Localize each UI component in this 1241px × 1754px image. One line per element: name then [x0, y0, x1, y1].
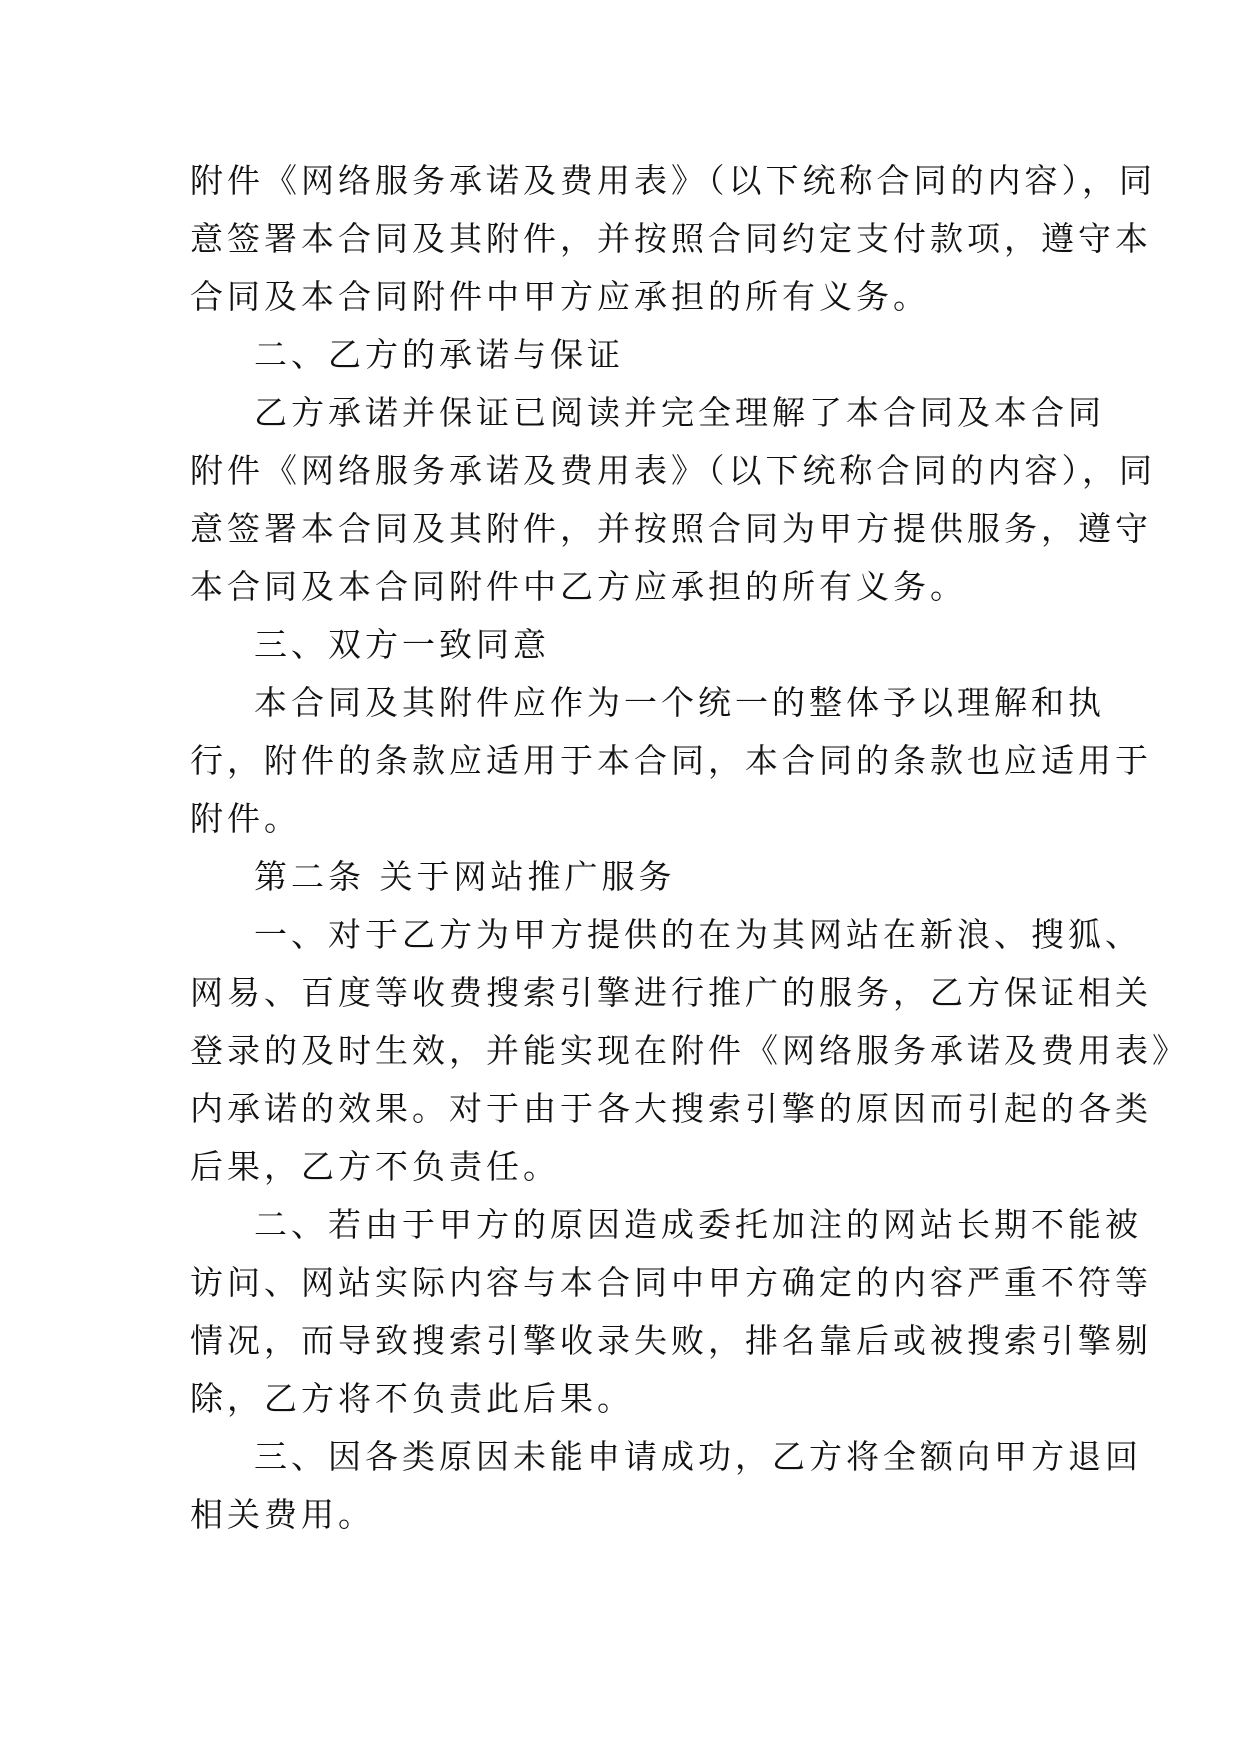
text-line: 内承诺的效果。对于由于各大搜索引擎的原因而引起的各类: [190, 1089, 1152, 1128]
section-heading: 二、乙方的承诺与保证: [254, 335, 624, 374]
text-line: 附件。: [190, 799, 301, 838]
text-line: 二、若由于甲方的原因造成委托加注的网站长期不能被: [254, 1205, 1142, 1244]
text-line: 意签署本合同及其附件，并按照合同约定支付款项，遵守本: [190, 219, 1152, 258]
text-line: 合同及本合同附件中甲方应承担的所有义务。: [190, 277, 930, 316]
text-line: 网易、百度等收费搜索引擎进行推广的服务，乙方保证相关: [190, 973, 1152, 1012]
text-line: 行，附件的条款应适用于本合同，本合同的条款也应适用于: [190, 741, 1152, 780]
text-line: 登录的及时生效，并能实现在附件《网络服务承诺及费用表》: [190, 1031, 1189, 1070]
text-line: 一、对于乙方为甲方提供的在为其网站在新浪、搜狐、: [254, 915, 1142, 954]
text-line: 附件《网络服务承诺及费用表》（以下统称合同的内容），同: [190, 451, 1156, 490]
document-page: [190, 152, 1189, 1544]
text-line: 相关费用。: [190, 1495, 375, 1534]
text-line: 本合同及本合同附件中乙方应承担的所有义务。: [190, 567, 967, 606]
text-line: 访问、网站实际内容与本合同中甲方确定的内容严重不符等: [190, 1263, 1152, 1302]
text-line: 本合同及其附件应作为一个统一的整体予以理解和执: [254, 683, 1105, 722]
text-line: 三、因各类原因未能申请成功，乙方将全额向甲方退回: [254, 1437, 1142, 1476]
text-line: 除，乙方将不负责此后果。: [190, 1379, 634, 1418]
text-line: 附件《网络服务承诺及费用表》（以下统称合同的内容），同: [190, 161, 1156, 200]
text-line: 情况，而导致搜索引擎收录失败，排名靠后或被搜索引擎剔: [190, 1321, 1152, 1360]
text-line: 意签署本合同及其附件，并按照合同为甲方提供服务，遵守: [190, 509, 1152, 548]
section-heading: 三、双方一致同意: [254, 625, 550, 664]
text-line: 后果，乙方不负责任。: [190, 1147, 560, 1186]
article-heading: 第二条 关于网站推广服务: [254, 857, 676, 896]
text-line: 乙方承诺并保证已阅读并完全理解了本合同及本合同: [254, 393, 1105, 432]
